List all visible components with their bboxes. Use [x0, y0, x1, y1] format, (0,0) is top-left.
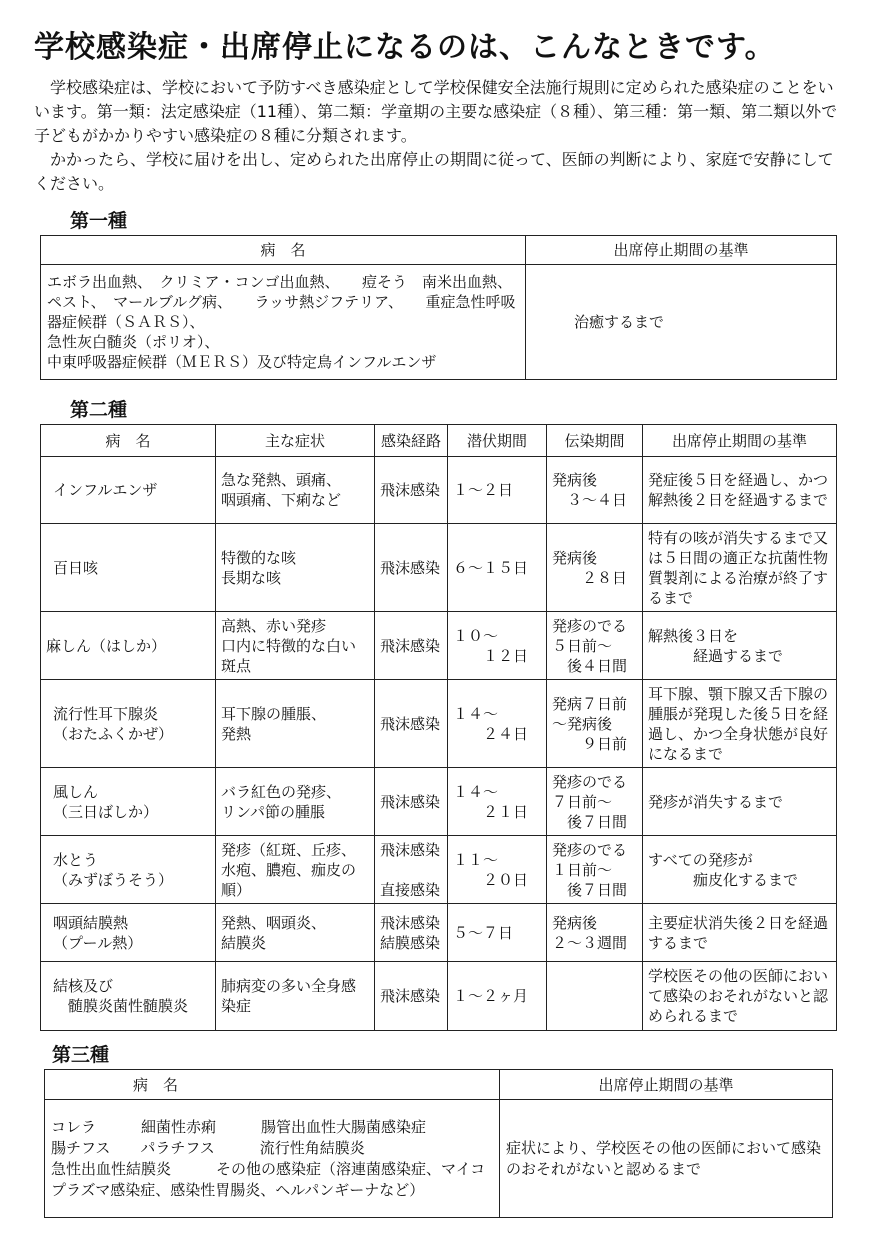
intro: [34, 76, 839, 196]
criteria: 特有の咳が消失するまで又は５日間の適正な抗菌性物質製剤による治療が終了するまで: [643, 524, 837, 612]
route: 飛沫感染 直接感染: [375, 836, 448, 904]
symptoms: 発疹（紅斑、丘疹、水疱、膿疱、痂皮の順）: [216, 836, 375, 904]
table-row: [41, 612, 837, 680]
contagious-period: 発病後 ２８日: [547, 524, 643, 612]
contagious-period: 発疹のでる ７日前～ 後７日間: [547, 768, 643, 836]
group2-heading: 第二種: [70, 399, 128, 421]
incubation: １４～ ２１日: [448, 768, 547, 836]
group2-header-criteria: 出席停止期間の基準: [643, 425, 837, 457]
intro-paragraph-1: 学校感染症は、学校において予防すべき感染症として学校保健安全法施行規則に定められた感染症のことをいいます。第一類：法定感染症（11種）、第二類：学童期の主要な感染症（８種）、第三種：第一類、第二類以外で子どもがかかりやすい感染症の８種に分類されます。: [34, 78, 838, 145]
table-row: [41, 904, 837, 962]
incubation: １０～ １２日: [448, 612, 547, 680]
route: 飛沫感染: [375, 612, 448, 680]
table-row: [41, 768, 837, 836]
group2-header-symptoms: 主な症状: [216, 425, 375, 457]
disease-name: 麻しん（はしか）: [41, 612, 216, 680]
group3-header-criteria: 出席停止期間の基準: [500, 1070, 833, 1100]
symptoms: 発熱、咽頭炎、 結膜炎: [216, 904, 375, 962]
group1-header-disease: 病 名: [41, 236, 526, 265]
group2-header-incubation: 潜伏期間: [448, 425, 547, 457]
group1-table: [40, 235, 837, 380]
contagious-period: 発疹のでる １日前～ 後７日間: [547, 836, 643, 904]
symptoms: 特徴的な咳 長期な咳: [216, 524, 375, 612]
incubation: １１～ ２０日: [448, 836, 547, 904]
route: 飛沫感染 結膜感染: [375, 904, 448, 962]
group3-criteria: 症状により、学校医その他の医師において感染のおそれがないと認めるまで: [500, 1100, 833, 1218]
group2-header-route: 感染経路: [375, 425, 448, 457]
page-title: 学校感染症・出席停止になるのは、こんなときです。: [34, 30, 776, 65]
contagious-period: 発病後 ３～４日: [547, 457, 643, 524]
route: 飛沫感染: [375, 457, 448, 524]
group2-header-disease: 病 名: [41, 425, 216, 457]
disease-name: 咽頭結膜熱 （プール熱）: [41, 904, 216, 962]
criteria: すべての発疹が 痂皮化するまで: [643, 836, 837, 904]
contagious-period: 発病後 ２～３週間: [547, 904, 643, 962]
disease-name: 百日咳: [41, 524, 216, 612]
route: 飛沫感染: [375, 962, 448, 1031]
incubation: ６～１５日: [448, 524, 547, 612]
disease-name: 水とう （みずぼうそう）: [41, 836, 216, 904]
symptoms: 急な発熱、頭痛、 咽頭痛、下痢など: [216, 457, 375, 524]
group2-table: [40, 424, 837, 1031]
group1-diseases: エボラ出血熱、 クリミア・コンゴ出血熱、 痘そう 南米出血熱、 ペスト、 マールブルグ病、 ラッサ熱ジフテリア、 重症急性呼吸器症候群（ＳＡＲＳ）、 急性灰白髄炎（ポリオ）、 中東呼吸器症候群（ＭＥＲＳ）及び特定鳥インフルエンザ: [41, 265, 526, 380]
criteria: 主要症状消失後２日を経過するまで: [643, 904, 837, 962]
route: 飛沫感染: [375, 680, 448, 768]
disease-name: 結核及び 髄膜炎菌性髄膜炎: [41, 962, 216, 1031]
group3-table: [44, 1069, 833, 1218]
group2-header-contagious: 伝染期間: [547, 425, 643, 457]
symptoms: バラ紅色の発疹、 リンパ節の腫脹: [216, 768, 375, 836]
incubation: ５～７日: [448, 904, 547, 962]
criteria: 解熱後３日を 経過するまで: [643, 612, 837, 680]
intro-paragraph-2: かかったら、学校に届けを出し、定められた出席停止の期間に従って、医師の判断により、家庭で安静にしてください。: [34, 150, 834, 193]
route: 飛沫感染: [375, 768, 448, 836]
symptoms: 耳下腺の腫脹、 発熱: [216, 680, 375, 768]
table-row: [41, 836, 837, 904]
route: 飛沫感染: [375, 524, 448, 612]
incubation: １～２日: [448, 457, 547, 524]
table-row: [41, 680, 837, 768]
table-row: [41, 457, 837, 524]
disease-name: インフルエンザ: [41, 457, 216, 524]
table-row: [41, 962, 837, 1031]
group1-heading: 第一種: [70, 210, 128, 232]
group3-header-disease: 病 名: [45, 1070, 500, 1100]
contagious-period: 発病７日前 ～発病後 ９日前: [547, 680, 643, 768]
symptoms: 高熱、赤い発疹 口内に特徴的な白い斑点: [216, 612, 375, 680]
group1-criteria: 治癒するまで: [526, 265, 837, 380]
incubation: １４～ ２４日: [448, 680, 547, 768]
table-row: [41, 524, 837, 612]
group3-heading: 第三種: [52, 1044, 110, 1066]
disease-name: 風しん （三日ばしか）: [41, 768, 216, 836]
contagious-period: [547, 962, 643, 1031]
criteria: 発症後５日を経過し、かつ解熱後２日を経過するまで: [643, 457, 837, 524]
incubation: １～２ヶ月: [448, 962, 547, 1031]
criteria: 耳下腺、顎下腺又舌下腺の腫脹が発現した後５日を経過し、かつ全身状態が良好になるまで: [643, 680, 837, 768]
symptoms: 肺病変の多い全身感染症: [216, 962, 375, 1031]
criteria: 発疹が消失するまで: [643, 768, 837, 836]
contagious-period: 発疹のでる ５日前～ 後４日間: [547, 612, 643, 680]
disease-name: 流行性耳下腺炎 （おたふくかぜ）: [41, 680, 216, 768]
group3-diseases: コレラ 細菌性赤痢 腸管出血性大腸菌感染症 腸チフス パラチフス 流行性角結膜炎 急性出血性結膜炎 その他の感染症（溶連菌感染症、マイコプラズマ感染症、感染性胃腸炎、ヘルパンギーナなど）: [45, 1100, 500, 1218]
group1-header-criteria: 出席停止期間の基準: [526, 236, 837, 265]
criteria: 学校医その他の医師において感染のおそれがないと認められるまで: [643, 962, 837, 1031]
